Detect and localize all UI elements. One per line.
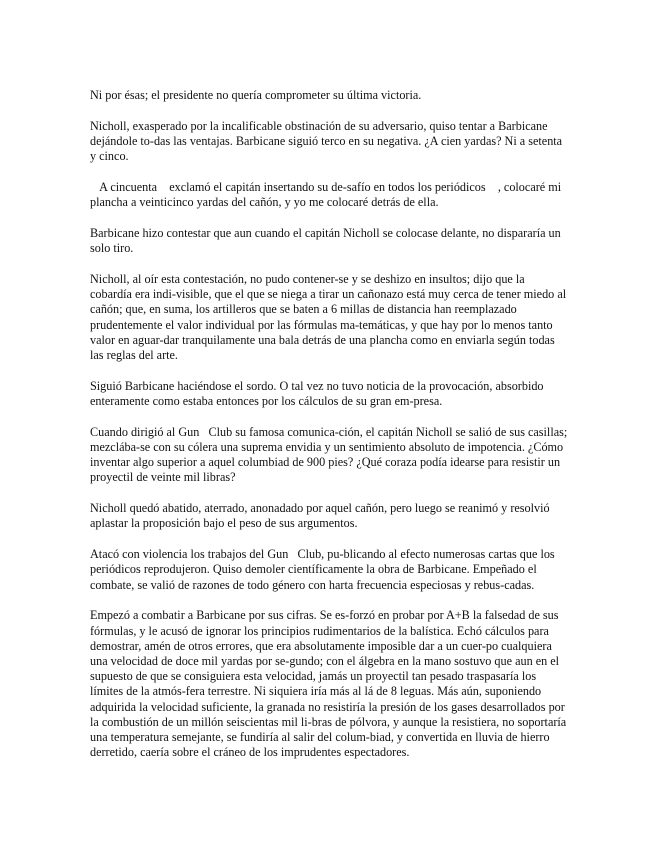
paragraph-5: Nicholl, al oír esta contestación, no pudo contener-se y se deshizo en insultos; dijo que la cobardía era indi-visible, que el que se niega a tirar un cañonazo está muy cerca de tener miedo al cañón; que, en suma, los artilleros que se baten a 6 millas de distancia han reemplazado prudentemente el valor individual por las fórmulas ma-temáticas, y que hay por lo menos tanto valor en aguar-dar tranquilamente una bala detrás de una plancha como en enviarla según todas las reglas del arte.: [90, 272, 570, 363]
paragraph-6: Siguió Barbicane haciéndose el sordo. O tal vez no tuvo noticia de la provocación, absorbido enteramente como estaba entonces por los cálculos de su gran em-presa.: [90, 378, 547, 409]
paragraph-8: Nicholl quedó abatido, aterrado, anonadado por aquel cañón, pero luego se reanimó y resolvió aplastar la proposición bajo el peso de sus argumentos.: [90, 501, 553, 531]
paragraph-9: Atacó con violencia los trabajos del Gun Club, pu-blicando al efecto numerosas cartas que los periódicos reprodujeron. Quiso demoler científicamente la obra de Barbicane. Empeñado el combate, se valió de razones de todo género con harta frecuencia especiosas y rebus-cadas.: [90, 547, 558, 592]
paragraph-7: Cuando dirigió al Gun Club su famosa comunica-ción, el capitán Nicholl se salió de sus casillas; mezclába-se con su cólera una suprema envidia y un sentimiento absoluto de impotencia. ¿Cómo inventar algo superior a aquel columbiad de 900 pies? ¿Qué coraza podía idearse para resistir un proyectil de veinte mil libras?: [90, 424, 571, 485]
paragraph-2: Nicholl, exasperado por la incalificable obstinación de su adversario, quiso tentar a Barbicane dejándole to-das las ventajas. Barbicane siguió terco en su negativa. ¿A cien yardas? Ni a setenta y cinco.: [90, 118, 566, 164]
paragraph-4: Barbicane hizo contestar que aun cuando el capitán Nicholl se colocase delante, no dispararía un solo tiro.: [90, 226, 564, 256]
paragraph-3: A cincuenta exclamó el capitán insertando su de-safío en todos los periódicos , colocaré mi plancha a veinticinco yardas del cañón, y yo me colocaré detrás de ella.: [90, 180, 565, 210]
paragraph-10: Empezó a combatir a Barbicane por sus cifras. Se es-forzó en probar por A+B la falsedad de sus fórmulas, y le acusó de ignorar los principios rudimentarios de la balística. Echó cálculos para demostrar, amén de otros errores, que era absolutamente imposible dar a un cuer-po cualquiera una velocidad de doce mil yardas por se-gundo; con el álgebra en la mano sostuvo que aun en el supuesto de que se consiguiera esta velocidad, jamás un proyectil tan pesado traspasaría los límites de la atmós-fera terrestre. Ni siquiera iría más al lá de 8 leguas. Más aún, suponiendo adquirida la velocidad suficiente, la granada no resistiría la presión de los gases desarrollados por la combustión de un millón seiscientas mil li-bras de pólvora, y aunque la resistiera, no soportaría una temperatura semejante, se fundiría al salir del colum-biad, y convertida en lluvia de hierro derretido, caería sobre el cráneo de los imprudentes espectadores.: [90, 608, 570, 760]
paragraph-1: Ni por ésas; el presidente no quería comprometer su última victoria.: [90, 88, 422, 102]
document-page: [90, 88, 571, 776]
